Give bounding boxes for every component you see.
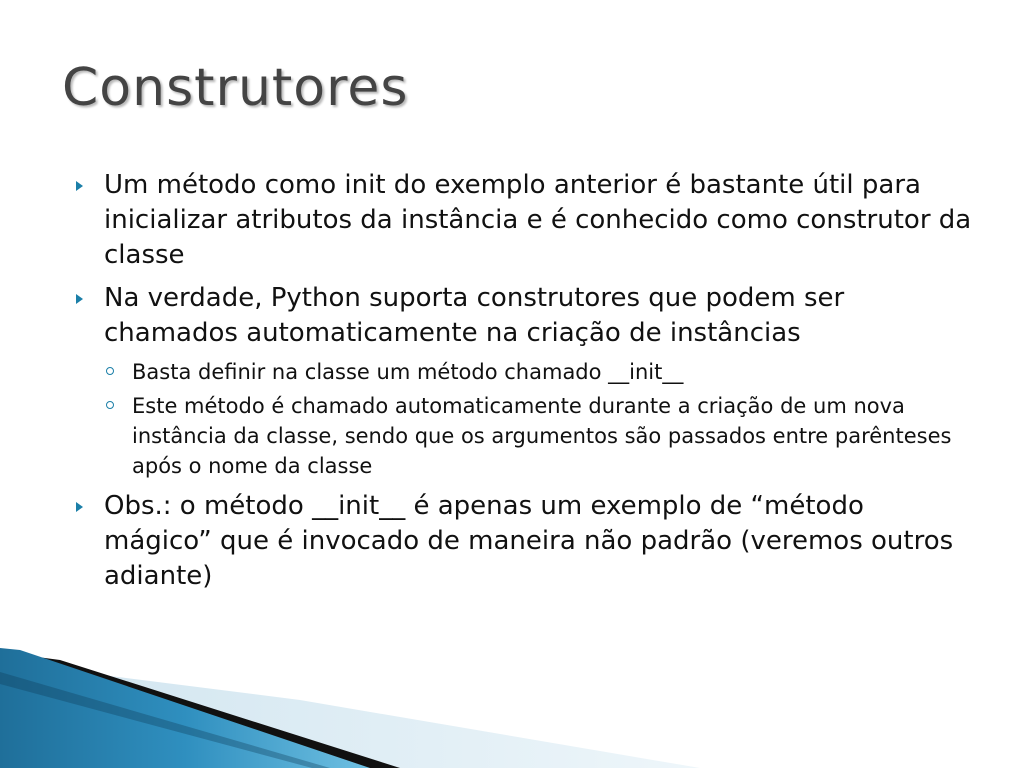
sub-bullet-item bbox=[104, 357, 974, 387]
sub-bullet-text: Este método é chamado automaticamente durante a criação de um nova instância da classe, sendo que os argumentos são passados entre parênteses após o nome da classe bbox=[132, 394, 952, 478]
circle-bullet-icon bbox=[106, 401, 114, 409]
triangle-bullet-icon bbox=[76, 502, 83, 512]
sub-bullet-text: Basta definir na classe um método chamado __init__ bbox=[132, 360, 684, 384]
circle-bullet-icon bbox=[106, 367, 114, 375]
slide-title: Construtores bbox=[62, 58, 409, 118]
bullet-text: Um método como init do exemplo anterior é bastante útil para inicializar atributos da instância e é conhecido como construtor da classe bbox=[104, 170, 972, 270]
triangle-bullet-icon bbox=[76, 181, 83, 191]
pale-band bbox=[0, 662, 700, 768]
dark-line bbox=[0, 672, 330, 768]
bullet-text: Na verdade, Python suporta construtores que podem ser chamados automaticamente na criação de instâncias bbox=[104, 283, 845, 348]
bullet-list bbox=[74, 168, 974, 602]
black-band bbox=[0, 652, 400, 768]
bullet-text: Obs.: o método __init__ é apenas um exemplo de “método mágico” que é invocado de maneira não padrão (veremos outros adiante) bbox=[104, 491, 954, 591]
bullet-item bbox=[74, 168, 974, 273]
bullet-item bbox=[74, 281, 974, 481]
bullet-item bbox=[74, 489, 974, 594]
blue-band bbox=[0, 648, 370, 768]
sub-bullet-list bbox=[104, 357, 974, 481]
triangle-bullet-icon bbox=[76, 294, 83, 304]
sub-bullet-item bbox=[104, 391, 974, 481]
